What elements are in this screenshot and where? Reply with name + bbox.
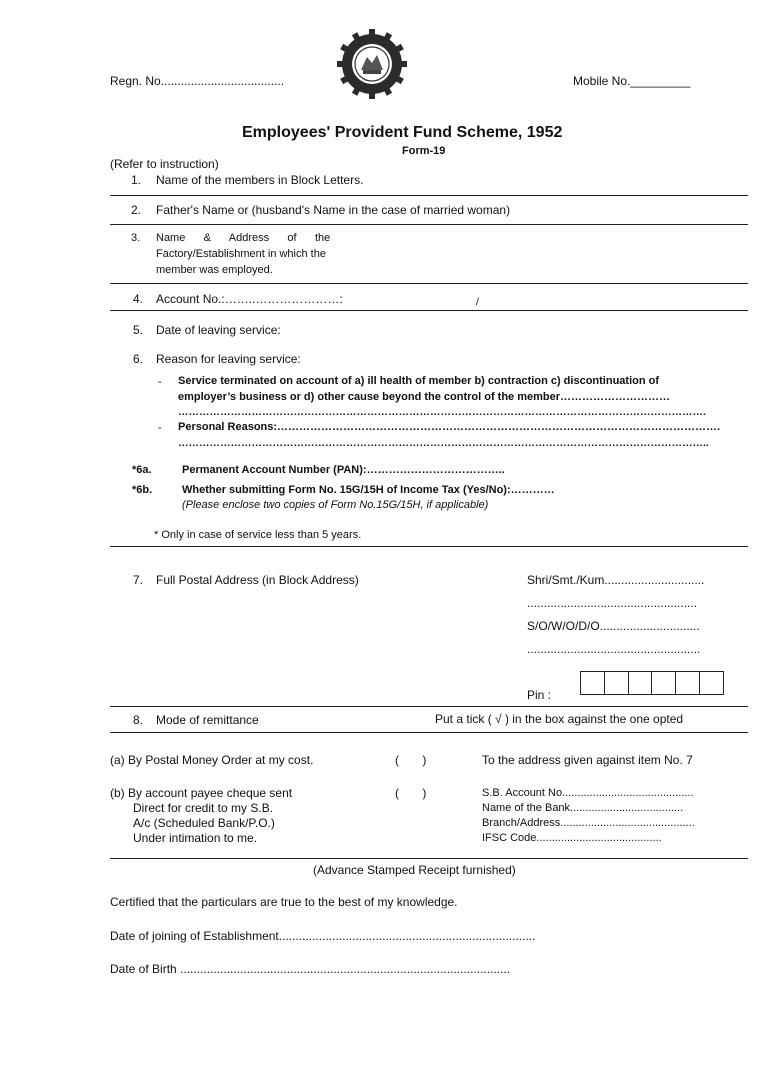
service-terminated-line2: employer’s business or d) other cause beyond the control of the member………………………… [178, 391, 671, 403]
option-b-label-line4: Under intimation to me. [133, 831, 258, 845]
pin-digit-box[interactable] [629, 672, 653, 694]
item-5-number: 5. [133, 323, 144, 337]
bullet-dash: - [158, 376, 162, 388]
item-6-number: 6. [133, 352, 144, 366]
item-2-number: 2. [131, 203, 142, 217]
date-of-joining-field: Date of joining of Establishment............................................................................. [110, 929, 536, 943]
item-8-number: 8. [133, 713, 144, 727]
bank-name-field: Name of the Bank..................................... [482, 802, 684, 814]
address-dots-line1: ................................................... [527, 596, 698, 610]
item-3-label-line1: Name & Address of the [156, 232, 331, 244]
pin-digit-box[interactable] [605, 672, 629, 694]
address-dots-line2: .................................................... [527, 642, 701, 656]
divider [110, 706, 748, 707]
option-a-label: (a) By Postal Money Order at my cost. [110, 753, 314, 767]
advance-receipt-note: (Advance Stamped Receipt furnished) [313, 863, 516, 877]
personal-reasons-line1: Personal Reasons:…………………………………………………………………………………………………………. [178, 421, 721, 433]
item-1-label: Name of the members in Block Letters. [156, 173, 364, 187]
pin-label: Pin : [527, 688, 552, 702]
item-8-label: Mode of remittance [156, 713, 259, 727]
branch-address-field: Branch/Address............................................ [482, 817, 695, 829]
item-1-number: 1. [131, 173, 142, 187]
account-slash: / [476, 296, 479, 308]
pin-code-boxes[interactable] [580, 671, 724, 695]
service-note: * Only in case of service less than 5 years. [154, 529, 362, 541]
service-terminated-line1: Service terminated on account of a) ill health of member b) contraction c) discontinuation of [178, 375, 660, 387]
ifsc-code-field: IFSC Code......................................... [482, 832, 662, 844]
item-3-label-line2: Factory/Establishment in which the [156, 248, 326, 260]
pin-digit-box[interactable] [652, 672, 676, 694]
personal-reasons-line2: …………………………………………………………………………………………………………………………………….. [178, 437, 709, 449]
divider [110, 546, 748, 547]
form-15g-15h-field: Whether submitting Form No. 15G/15H of Income Tax (Yes/No):………… [182, 484, 555, 496]
item-7-label: Full Postal Address (in Block Address) [156, 573, 359, 587]
tick-instruction: Put a tick ( √ ) in the box against the one opted [435, 712, 684, 726]
item-6a-number: *6a. [132, 464, 152, 476]
item-2-label: Father's Name or (husband's Name in the case of married woman) [156, 203, 511, 217]
form-number: Form-19 [402, 145, 446, 157]
mobile-number: Mobile No._________ [573, 74, 691, 88]
pin-digit-box[interactable] [581, 672, 605, 694]
service-terminated-line3: ……………………………………………………………………………………………………………………………………. [178, 406, 706, 418]
refer-instruction: (Refer to instruction) [110, 157, 219, 171]
divider [110, 858, 748, 859]
divider [110, 283, 748, 284]
form-title: Employees' Provident Fund Scheme, 1952 [242, 124, 563, 141]
pin-digit-box[interactable] [676, 672, 700, 694]
certification-statement: Certified that the particulars are true to the best of my knowledge. [110, 895, 458, 909]
item-7-number: 7. [133, 573, 144, 587]
registration-number: Regn. No..................................... [110, 74, 285, 88]
divider [110, 224, 748, 225]
pan-field: Permanent Account Number (PAN):……………………………….. [182, 464, 505, 476]
date-of-birth-field: Date of Birth ................................................................................................... [110, 962, 511, 976]
pin-digit-box[interactable] [700, 672, 723, 694]
option-a-checkbox[interactable]: ( ) [395, 753, 427, 767]
option-a-detail: To the address given against item No. 7 [482, 753, 693, 767]
item-4-number: 4. [133, 292, 144, 306]
divider [110, 732, 748, 733]
divider [110, 195, 748, 196]
option-b-label-line1: (b) By account payee cheque sent [110, 786, 293, 800]
account-number-field: Account No.:……..…………………: [156, 292, 343, 306]
option-b-checkbox[interactable]: ( ) [395, 786, 427, 800]
option-b-label-line2: Direct for credit to my S.B. [133, 801, 274, 815]
epfo-logo [337, 29, 407, 99]
item-6b-number: *6b. [132, 484, 153, 496]
address-shri-line: Shri/Smt./Kum.............................. [527, 573, 705, 587]
item-5-label: Date of leaving service: [156, 323, 281, 337]
divider [110, 310, 748, 311]
sb-account-field: S.B. Account No........................................... [482, 787, 694, 799]
bullet-dash: - [158, 422, 162, 434]
address-sowod-line: S/O/W/O/D/O.............................. [527, 619, 700, 633]
option-b-label-line3: A/c (Scheduled Bank/P.O.) [133, 816, 275, 830]
item-3-number: 3. [131, 232, 141, 244]
item-3-label-line3: member was employed. [156, 264, 273, 276]
form-15g-note: (Please enclose two copies of Form No.15G/15H, if applicable) [182, 499, 489, 511]
item-6-label: Reason for leaving service: [156, 352, 301, 366]
